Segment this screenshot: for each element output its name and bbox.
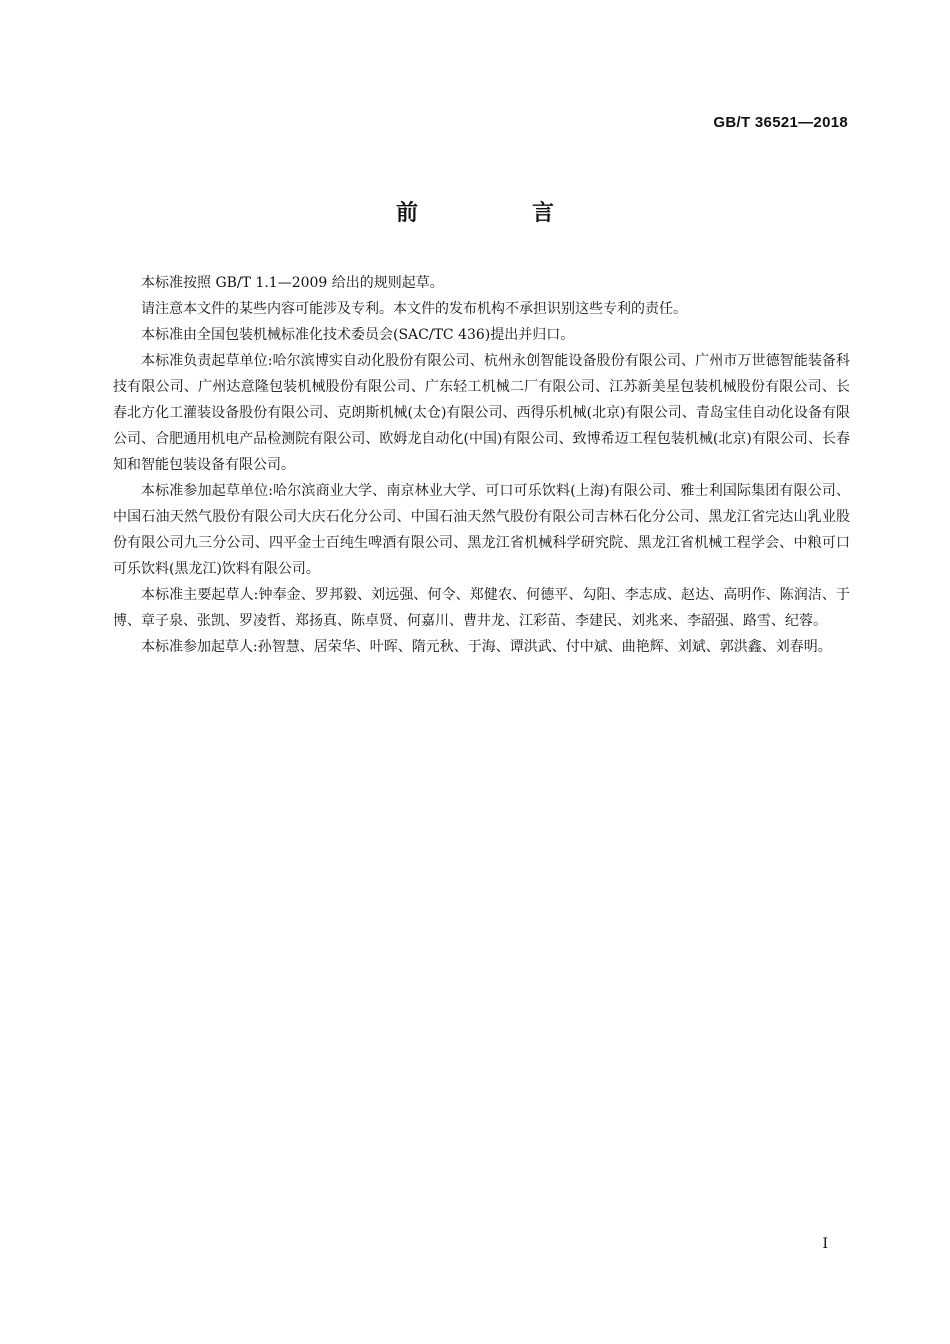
paragraph-responsible-units: 本标准负责起草单位:哈尔滨博实自动化股份有限公司、杭州永创智能设备股份有限公司、广州市万世德智能装备科技有限公司、广州达意隆包装机械股份有限公司、广东轻工机械二厂有限公司、江苏新美星包装机械股份有限公司、长春北方化工灌装设备股份有限公司、克朗斯机械(太仓)有限公司、西得乐机械(北京)有限公司、青岛宝佳自动化设备有限公司、合肥通用机电产品检测院有限公司、欧姆龙自动化(中国)有限公司、致博希迈工程包装机械(北京)有限公司、长春知和智能包装设备有限公司。 — [113, 353, 850, 473]
paragraph-participating-units: 本标准参加起草单位:哈尔滨商业大学、南京林业大学、可口可乐饮料(上海)有限公司、雅士利国际集团有限公司、中国石油天然气股份有限公司大庆石化分公司、中国石油天然气股份有限公司吉林石化分公司、黑龙江省完达山乳业股份有限公司九三分公司、四平金士百纯生啤酒有限公司、黑龙江省机械科学研究院、黑龙江省机械工程学会、中粮可口可乐饮料(黑龙江)饮料有限公司。 — [113, 483, 850, 577]
page-title: 前 言 — [395, 201, 600, 226]
paragraph-main-drafters: 本标准主要起草人:钟奉金、罗邦毅、刘远强、何令、郑健农、何德平、勾阳、李志成、赵达、高明作、陈润洁、于博、章子泉、张凯、罗凌哲、郑扬真、陈卓贤、何嘉川、曹井龙、江彩苗、李建民、刘兆来、李韶强、路雪、纪蓉。 — [113, 587, 850, 629]
page-number: I — [822, 1236, 828, 1252]
paragraph-proposer: 本标准由全国包装机械标准化技术委员会(SAC/TC 436)提出并归口。 — [141, 327, 575, 343]
paragraph-patent-notice: 请注意本文件的某些内容可能涉及专利。本文件的发布机构不承担识别这些专利的责任。 — [141, 301, 687, 317]
paragraph-participating-drafters: 本标准参加起草人:孙智慧、居荣华、叶晖、隋元秋、于海、谭洪武、付中斌、曲艳辉、刘斌、郭洪鑫、刘春明。 — [141, 639, 832, 655]
foreword-body — [113, 270, 850, 660]
standard-code: GB/T 36521—2018 — [713, 114, 848, 131]
paragraph-drafting-rules: 本标准按照 GB/T 1.1—2009 给出的规则起草。 — [141, 275, 444, 291]
